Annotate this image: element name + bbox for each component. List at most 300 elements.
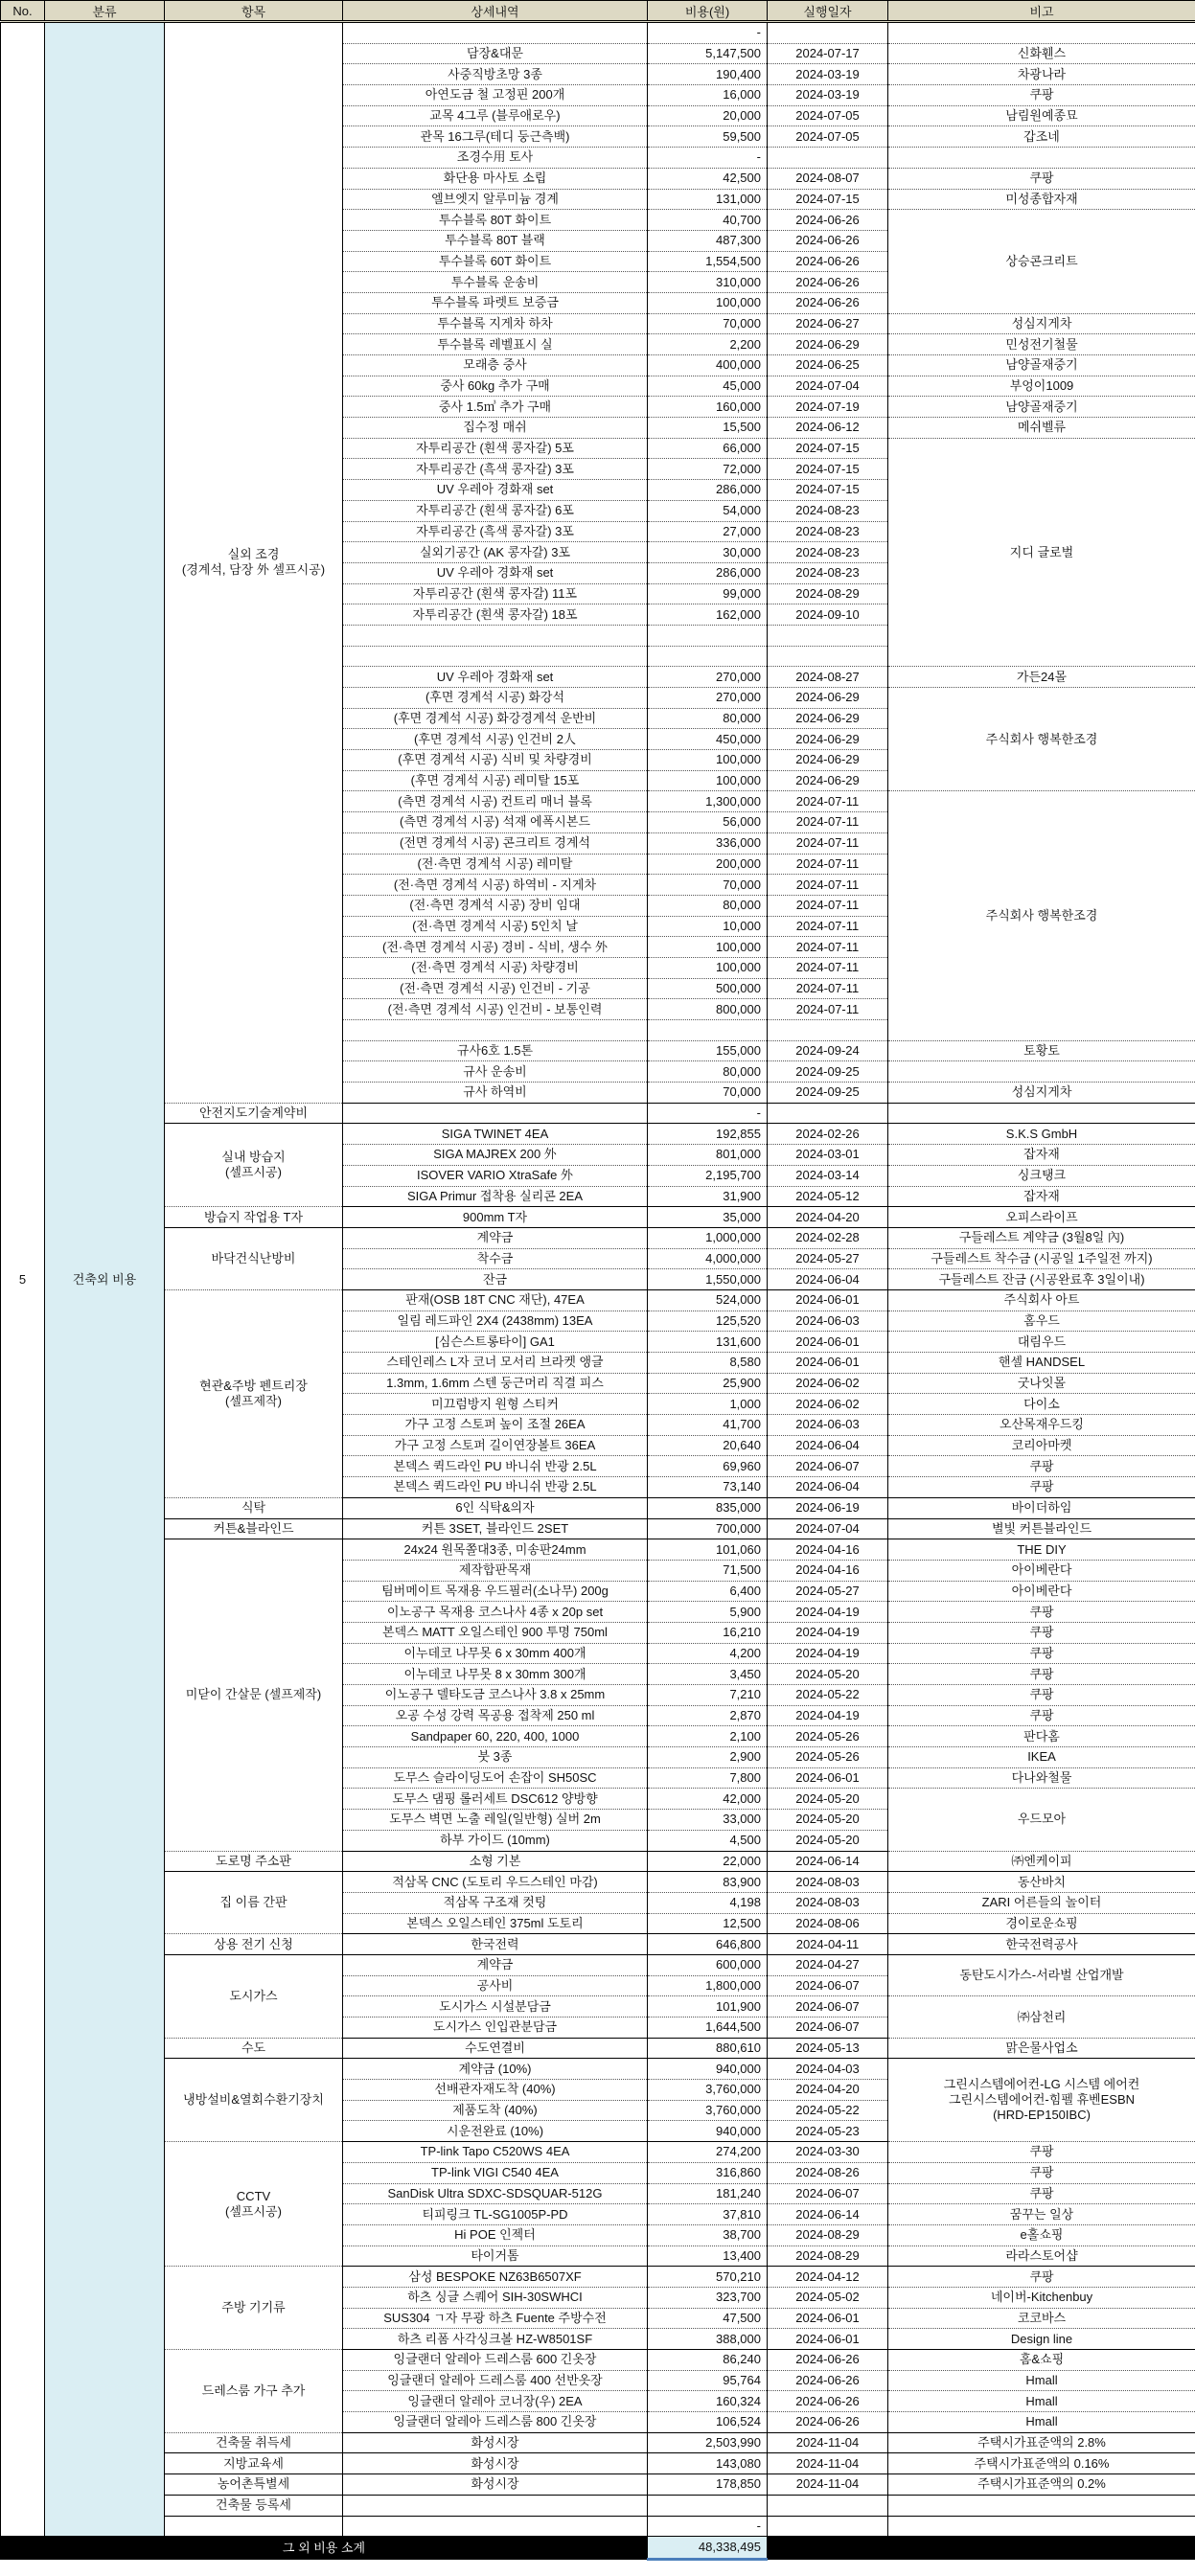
cost-cell[interactable]: 131,600: [648, 1332, 768, 1353]
note-cell[interactable]: 쿠팡: [888, 1664, 1195, 1685]
note-cell[interactable]: 오산목재우드킹: [888, 1415, 1195, 1436]
detail-cell[interactable]: 자투리공간 (흑색 콩자갈) 3포: [343, 521, 648, 542]
cost-cell[interactable]: -: [648, 22, 768, 44]
date-cell[interactable]: 2024-06-26: [768, 251, 888, 272]
detail-cell[interactable]: 1.3mm, 1.6mm 스텐 둥근머리 직결 피스: [343, 1373, 648, 1394]
cost-cell[interactable]: 178,850: [648, 2474, 768, 2496]
category-cell[interactable]: 건축외 비용: [45, 22, 165, 2537]
detail-cell[interactable]: 일림 레드파인 2X4 (2438mm) 13EA: [343, 1311, 648, 1332]
note-cell[interactable]: 민성전기철물: [888, 334, 1195, 355]
date-cell[interactable]: 2024-04-19: [768, 1602, 888, 1623]
date-cell[interactable]: 2024-05-20: [768, 1830, 888, 1851]
date-cell[interactable]: 2024-04-19: [768, 1705, 888, 1726]
cost-cell[interactable]: [648, 646, 768, 667]
cost-cell[interactable]: [648, 1020, 768, 1041]
detail-cell[interactable]: 본덱스 퀵드라인 PU 바니쉬 반광 2.5L: [343, 1456, 648, 1477]
note-cell[interactable]: 우드모아: [888, 1789, 1195, 1851]
cost-cell[interactable]: -: [648, 1103, 768, 1124]
cost-cell[interactable]: 192,855: [648, 1124, 768, 1145]
cost-cell[interactable]: 4,200: [648, 1643, 768, 1664]
note-cell[interactable]: 구들레스트 계약금 (3월8일 內): [888, 1227, 1195, 1248]
cost-cell[interactable]: 801,000: [648, 1145, 768, 1166]
date-cell[interactable]: 2024-11-04: [768, 2453, 888, 2474]
detail-cell[interactable]: 계약금: [343, 1227, 648, 1248]
date-cell[interactable]: 2024-07-11: [768, 854, 888, 875]
detail-cell[interactable]: (후면 경계석 시공) 레미탈 15포: [343, 770, 648, 791]
cost-cell[interactable]: 1,000,000: [648, 1227, 768, 1248]
note-cell[interactable]: 잡자재: [888, 1145, 1195, 1166]
detail-cell[interactable]: 티피링크 TL-SG1005P-PD: [343, 2204, 648, 2225]
cost-cell[interactable]: 66,000: [648, 438, 768, 459]
cost-cell[interactable]: 22,000: [648, 1851, 768, 1872]
cost-cell[interactable]: 835,000: [648, 1497, 768, 1518]
note-cell[interactable]: 쿠팡: [888, 1685, 1195, 1706]
date-cell[interactable]: 2024-02-26: [768, 1124, 888, 1145]
note-cell[interactable]: 쿠팡: [888, 2142, 1195, 2163]
cost-cell[interactable]: 31,900: [648, 1186, 768, 1207]
cost-cell[interactable]: 12,500: [648, 1913, 768, 1934]
detail-cell[interactable]: TP-link VIGI C540 4EA: [343, 2162, 648, 2183]
date-cell[interactable]: 2024-07-15: [768, 189, 888, 210]
date-cell[interactable]: 2024-04-16: [768, 1539, 888, 1561]
note-cell[interactable]: 성심지게차: [888, 1083, 1195, 1104]
date-cell[interactable]: 2024-07-11: [768, 957, 888, 978]
date-cell[interactable]: 2024-06-26: [768, 2391, 888, 2412]
detail-cell[interactable]: 투수블록 레벨표시 실: [343, 334, 648, 355]
detail-cell[interactable]: UV 우레아 경화재 set: [343, 562, 648, 583]
cost-cell[interactable]: 99,000: [648, 583, 768, 604]
cost-cell[interactable]: 35,000: [648, 1207, 768, 1228]
detail-cell[interactable]: 아연도금 철 고정핀 200개: [343, 85, 648, 106]
note-cell[interactable]: 동산바치: [888, 1872, 1195, 1893]
cost-cell[interactable]: 20,640: [648, 1435, 768, 1456]
note-cell[interactable]: 잡자재: [888, 1186, 1195, 1207]
detail-cell[interactable]: 시운전완료 (10%): [343, 2121, 648, 2142]
cost-cell[interactable]: 45,000: [648, 376, 768, 397]
detail-cell[interactable]: 소형 기본: [343, 1851, 648, 1872]
note-cell[interactable]: 쿠팡: [888, 168, 1195, 189]
cost-cell[interactable]: 2,100: [648, 1726, 768, 1747]
detail-cell[interactable]: 한국전력: [343, 1934, 648, 1955]
date-cell[interactable]: 2024-05-26: [768, 1726, 888, 1747]
detail-cell[interactable]: 규사 운송비: [343, 1061, 648, 1083]
date-cell[interactable]: 2024-07-15: [768, 480, 888, 501]
detail-cell[interactable]: 붓 3종: [343, 1747, 648, 1768]
detail-cell[interactable]: UV 우레아 경화재 set: [343, 667, 648, 688]
note-cell[interactable]: 쿠팡: [888, 2183, 1195, 2204]
item-cell[interactable]: 안전지도기술계약비: [165, 1103, 343, 1124]
date-cell[interactable]: 2024-07-11: [768, 875, 888, 896]
cost-cell[interactable]: 47,500: [648, 2308, 768, 2329]
note-cell[interactable]: [888, 2516, 1195, 2537]
note-cell[interactable]: 홈우드: [888, 1311, 1195, 1332]
date-cell[interactable]: 2024-06-04: [768, 1435, 888, 1456]
date-cell[interactable]: 2024-08-07: [768, 168, 888, 189]
cost-cell[interactable]: 83,900: [648, 1872, 768, 1893]
detail-cell[interactable]: 규사 하역비: [343, 1083, 648, 1104]
date-cell[interactable]: 2024-06-26: [768, 2412, 888, 2433]
date-cell[interactable]: 2024-06-26: [768, 230, 888, 251]
note-cell[interactable]: 쿠팡: [888, 1602, 1195, 1623]
note-cell[interactable]: 경이로운쇼핑: [888, 1913, 1195, 1934]
item-cell[interactable]: 실외 조경 (경계석, 담장 外 셀프시공): [165, 22, 343, 1104]
detail-cell[interactable]: 가구 고정 스토퍼 길이연장볼트 36EA: [343, 1435, 648, 1456]
note-cell[interactable]: 메쉬벨류: [888, 418, 1195, 439]
date-cell[interactable]: 2024-05-27: [768, 1248, 888, 1269]
cost-cell[interactable]: 160,000: [648, 397, 768, 418]
item-cell[interactable]: 미닫이 간살문 (셀프제작): [165, 1539, 343, 1851]
detail-cell[interactable]: 판재(OSB 18T CNC 재단), 47EA: [343, 1289, 648, 1311]
detail-cell[interactable]: 이노공구 목재용 코스나사 4종 x 20p set: [343, 1602, 648, 1623]
note-cell[interactable]: 굿나잇몰: [888, 1373, 1195, 1394]
date-cell[interactable]: [768, 646, 888, 667]
note-cell[interactable]: 남림원예종묘: [888, 105, 1195, 126]
detail-cell[interactable]: 이누데코 나무못 6 x 30mm 400개: [343, 1643, 648, 1664]
cost-cell[interactable]: 70,000: [648, 875, 768, 896]
date-cell[interactable]: [768, 625, 888, 646]
detail-cell[interactable]: 중사 60kg 추가 구매: [343, 376, 648, 397]
date-cell[interactable]: 2024-06-07: [768, 2183, 888, 2204]
date-cell[interactable]: 2024-06-27: [768, 313, 888, 334]
item-cell[interactable]: 농어촌특별세: [165, 2474, 343, 2496]
note-cell[interactable]: 차광나라: [888, 64, 1195, 85]
cost-cell[interactable]: 4,500: [648, 1830, 768, 1851]
date-cell[interactable]: 2024-06-29: [768, 708, 888, 729]
cost-cell[interactable]: 56,000: [648, 812, 768, 833]
date-cell[interactable]: 2024-11-04: [768, 2432, 888, 2453]
note-cell[interactable]: 쿠팡: [888, 2162, 1195, 2183]
detail-cell[interactable]: 잉글랜더 알레아 코너장(우) 2EA: [343, 2391, 648, 2412]
item-cell[interactable]: 냉방설비&열회수환기장치: [165, 2059, 343, 2142]
detail-cell[interactable]: 화성시장: [343, 2474, 648, 2496]
item-cell[interactable]: 도로명 주소판: [165, 1851, 343, 1872]
cost-cell[interactable]: 200,000: [648, 854, 768, 875]
date-cell[interactable]: 2024-04-19: [768, 1643, 888, 1664]
item-cell[interactable]: 드레스룸 가구 추가: [165, 2350, 343, 2433]
note-cell[interactable]: 라라스토어샵: [888, 2245, 1195, 2267]
date-cell[interactable]: 2024-08-26: [768, 2162, 888, 2183]
detail-cell[interactable]: 24x24 원목쫄대3종, 미송판24mm: [343, 1539, 648, 1561]
note-cell[interactable]: 별빛 커튼블라인드: [888, 1518, 1195, 1539]
detail-cell[interactable]: 수도연결비: [343, 2038, 648, 2059]
detail-cell[interactable]: 자투리공간 (흰색 콩자갈) 6포: [343, 500, 648, 521]
detail-cell[interactable]: ISOVER VARIO XtraSafe 外: [343, 1165, 648, 1186]
date-cell[interactable]: 2024-05-20: [768, 1810, 888, 1831]
date-cell[interactable]: 2024-11-04: [768, 2474, 888, 2496]
note-cell[interactable]: 상승콘크리트: [888, 210, 1195, 313]
detail-cell[interactable]: 잉글랜더 알레아 드레스룸 400 선반옷장: [343, 2370, 648, 2391]
detail-cell[interactable]: 도무스 댐핑 롤러세트 DSC612 양방향: [343, 1789, 648, 1810]
date-cell[interactable]: 2024-03-19: [768, 85, 888, 106]
detail-cell[interactable]: 제작합판목재: [343, 1560, 648, 1581]
cost-cell[interactable]: 42,500: [648, 168, 768, 189]
cost-cell[interactable]: 30,000: [648, 542, 768, 563]
date-cell[interactable]: [768, 22, 888, 44]
cost-cell[interactable]: 80,000: [648, 895, 768, 916]
date-cell[interactable]: 2024-04-27: [768, 1954, 888, 1975]
date-cell[interactable]: 2024-07-11: [768, 937, 888, 958]
cost-cell[interactable]: 1,800,000: [648, 1975, 768, 1996]
cost-cell[interactable]: 7,210: [648, 1685, 768, 1706]
detail-cell[interactable]: 이누데코 나무못 8 x 30mm 300개: [343, 1664, 648, 1685]
date-cell[interactable]: 2024-06-01: [768, 1353, 888, 1374]
date-cell[interactable]: 2024-07-19: [768, 397, 888, 418]
cost-cell[interactable]: 940,000: [648, 2059, 768, 2080]
cost-cell[interactable]: 323,700: [648, 2287, 768, 2308]
note-cell[interactable]: 부엉이1009: [888, 376, 1195, 397]
detail-cell[interactable]: [343, 2495, 648, 2516]
date-cell[interactable]: 2024-05-23: [768, 2121, 888, 2142]
cost-cell[interactable]: 570,210: [648, 2267, 768, 2288]
date-cell[interactable]: 2024-07-11: [768, 999, 888, 1020]
detail-cell[interactable]: (전·측면 경계석 시공) 인건비 - 기공: [343, 978, 648, 999]
item-cell[interactable]: 수도: [165, 2038, 343, 2059]
cost-cell[interactable]: 487,300: [648, 230, 768, 251]
note-cell[interactable]: 아이베란다: [888, 1581, 1195, 1602]
detail-cell[interactable]: (후면 경계석 시공) 식비 및 차량경비: [343, 750, 648, 771]
note-cell[interactable]: 쿠팡: [888, 1643, 1195, 1664]
date-cell[interactable]: 2024-06-29: [768, 750, 888, 771]
detail-cell[interactable]: 본덱스 MATT 오일스테인 900 투명 750ml: [343, 1622, 648, 1643]
date-cell[interactable]: 2024-06-26: [768, 2350, 888, 2371]
note-cell[interactable]: 미성종합자재: [888, 189, 1195, 210]
note-cell[interactable]: 주식회사 아트: [888, 1289, 1195, 1311]
cost-cell[interactable]: 155,000: [648, 1040, 768, 1061]
date-cell[interactable]: 2024-05-20: [768, 1664, 888, 1685]
date-cell[interactable]: 2024-05-02: [768, 2287, 888, 2308]
note-cell[interactable]: 꿈꾸는 일상: [888, 2204, 1195, 2225]
cost-cell[interactable]: 5,900: [648, 1602, 768, 1623]
date-cell[interactable]: 2024-09-25: [768, 1061, 888, 1083]
note-cell[interactable]: 갑조네: [888, 126, 1195, 148]
cost-cell[interactable]: 100,000: [648, 292, 768, 313]
cost-cell[interactable]: 310,000: [648, 272, 768, 293]
date-cell[interactable]: 2024-03-19: [768, 64, 888, 85]
cost-cell[interactable]: 286,000: [648, 480, 768, 501]
cost-cell[interactable]: 131,000: [648, 189, 768, 210]
detail-cell[interactable]: TP-link Tapo C520WS 4EA: [343, 2142, 648, 2163]
detail-cell[interactable]: 투수블록 파렛트 보증금: [343, 292, 648, 313]
detail-cell[interactable]: 하츠 리폼 사각싱크볼 HZ-W8501SF: [343, 2329, 648, 2350]
detail-cell[interactable]: (후면 경계석 시공) 화강석: [343, 688, 648, 709]
date-cell[interactable]: 2024-06-07: [768, 1456, 888, 1477]
date-cell[interactable]: 2024-08-23: [768, 542, 888, 563]
cost-cell[interactable]: 500,000: [648, 978, 768, 999]
date-cell[interactable]: 2024-07-11: [768, 895, 888, 916]
detail-cell[interactable]: 가구 고정 스토퍼 높이 조절 26EA: [343, 1415, 648, 1436]
date-cell[interactable]: 2024-06-01: [768, 1289, 888, 1311]
cost-cell[interactable]: 5,147,500: [648, 43, 768, 64]
cost-cell[interactable]: 1,300,000: [648, 791, 768, 812]
note-cell[interactable]: 다나와철물: [888, 1767, 1195, 1789]
detail-cell[interactable]: 집수정 매쉬: [343, 418, 648, 439]
cost-cell[interactable]: 400,000: [648, 355, 768, 376]
date-cell[interactable]: 2024-05-22: [768, 1685, 888, 1706]
date-cell[interactable]: 2024-05-26: [768, 1747, 888, 1768]
date-cell[interactable]: 2024-06-07: [768, 1996, 888, 2017]
detail-cell[interactable]: 공사비: [343, 1975, 648, 1996]
note-cell[interactable]: 쿠팡: [888, 1705, 1195, 1726]
note-cell[interactable]: [888, 148, 1195, 169]
detail-cell[interactable]: 규사6호 1.5톤: [343, 1040, 648, 1061]
date-cell[interactable]: 2024-04-20: [768, 2080, 888, 2101]
cost-cell[interactable]: 59,500: [648, 126, 768, 148]
cost-cell[interactable]: 41,700: [648, 1415, 768, 1436]
detail-cell[interactable]: (측면 경계석 시공) 컨트리 매너 블록: [343, 791, 648, 812]
note-cell[interactable]: ㈜엔케이피: [888, 1851, 1195, 1872]
date-cell[interactable]: 2024-07-04: [768, 1518, 888, 1539]
date-cell[interactable]: 2024-02-28: [768, 1227, 888, 1248]
note-cell[interactable]: [888, 2495, 1195, 2516]
detail-cell[interactable]: 커튼 3SET, 블라인드 2SET: [343, 1518, 648, 1539]
detail-cell[interactable]: (전·측면 경계석 시공) 경비 - 식비, 생수 外: [343, 937, 648, 958]
cost-cell[interactable]: 524,000: [648, 1289, 768, 1311]
detail-cell[interactable]: 모래층 중사: [343, 355, 648, 376]
date-cell[interactable]: 2024-04-12: [768, 2267, 888, 2288]
detail-cell[interactable]: 잉글랜더 알레아 드레스룸 800 긴옷장: [343, 2412, 648, 2433]
date-cell[interactable]: 2024-08-03: [768, 1872, 888, 1893]
note-cell[interactable]: [888, 1061, 1195, 1083]
note-cell[interactable]: 가든24몰: [888, 667, 1195, 688]
note-cell[interactable]: 주식회사 행복한조경: [888, 791, 1195, 1040]
detail-cell[interactable]: 조경수用 토사: [343, 148, 648, 169]
note-cell[interactable]: 맑은물사업소: [888, 2038, 1195, 2059]
cost-cell[interactable]: 100,000: [648, 937, 768, 958]
date-cell[interactable]: 2024-09-24: [768, 1040, 888, 1061]
cost-cell[interactable]: 10,000: [648, 916, 768, 937]
detail-cell[interactable]: 제품도착 (40%): [343, 2100, 648, 2121]
detail-cell[interactable]: 화성시장: [343, 2453, 648, 2474]
cost-cell[interactable]: 450,000: [648, 729, 768, 750]
date-cell[interactable]: 2024-07-15: [768, 438, 888, 459]
date-cell[interactable]: 2024-03-14: [768, 1165, 888, 1186]
date-cell[interactable]: 2024-06-07: [768, 1975, 888, 1996]
date-cell[interactable]: 2024-07-17: [768, 43, 888, 64]
note-cell[interactable]: 남양골재중기: [888, 355, 1195, 376]
detail-cell[interactable]: 오공 수성 강력 목공용 접착제 250 ml: [343, 1705, 648, 1726]
cost-cell[interactable]: 4,000,000: [648, 1248, 768, 1269]
note-cell[interactable]: 쿠팡: [888, 1622, 1195, 1643]
note-cell[interactable]: 주택시가표준액의 0.2%: [888, 2474, 1195, 2496]
note-cell[interactable]: 지디 글로벌: [888, 438, 1195, 667]
detail-cell[interactable]: [343, 1020, 648, 1041]
date-cell[interactable]: 2024-06-29: [768, 334, 888, 355]
date-cell[interactable]: 2024-04-03: [768, 2059, 888, 2080]
date-cell[interactable]: 2024-06-03: [768, 1415, 888, 1436]
note-cell[interactable]: Hmall: [888, 2391, 1195, 2412]
note-cell[interactable]: 신화휀스: [888, 43, 1195, 64]
date-cell[interactable]: 2024-07-11: [768, 812, 888, 833]
detail-cell[interactable]: 도시가스 인입관분담금: [343, 2017, 648, 2039]
date-cell[interactable]: 2024-04-19: [768, 1622, 888, 1643]
cost-cell[interactable]: 40,700: [648, 210, 768, 231]
cost-cell[interactable]: 100,000: [648, 770, 768, 791]
detail-cell[interactable]: 계약금 (10%): [343, 2059, 648, 2080]
cost-cell[interactable]: 190,400: [648, 64, 768, 85]
detail-cell[interactable]: (전·측면 경계석 시공) 레미탈: [343, 854, 648, 875]
cost-cell[interactable]: 101,900: [648, 1996, 768, 2017]
note-cell[interactable]: ㈜삼천리: [888, 1996, 1195, 2038]
detail-cell[interactable]: 본덱스 퀵드라인 PU 바니쉬 반광 2.5L: [343, 1477, 648, 1498]
cost-cell[interactable]: 600,000: [648, 1954, 768, 1975]
detail-cell[interactable]: (후면 경계석 시공) 화강경계석 운반비: [343, 708, 648, 729]
detail-cell[interactable]: 자투리공간 (흑색 콩자갈) 3포: [343, 459, 648, 480]
detail-cell[interactable]: 계약금: [343, 1954, 648, 1975]
date-cell[interactable]: 2024-08-23: [768, 500, 888, 521]
date-cell[interactable]: 2024-07-15: [768, 459, 888, 480]
date-cell[interactable]: 2024-07-05: [768, 126, 888, 148]
date-cell[interactable]: 2024-03-30: [768, 2142, 888, 2163]
detail-cell[interactable]: (전·측면 경계석 시공) 하역비 - 지게차: [343, 875, 648, 896]
detail-cell[interactable]: 900mm T자: [343, 1207, 648, 1228]
detail-cell[interactable]: 적삼목 구조재 컷팅: [343, 1892, 648, 1913]
item-cell[interactable]: 건축물 취득세: [165, 2432, 343, 2453]
date-cell[interactable]: 2024-08-29: [768, 2224, 888, 2245]
detail-cell[interactable]: 투수블록 80T 화이트: [343, 210, 648, 231]
cost-cell[interactable]: 162,000: [648, 604, 768, 626]
cost-cell[interactable]: 20,000: [648, 105, 768, 126]
detail-cell[interactable]: (측면 경계석 시공) 석재 에폭시본드: [343, 812, 648, 833]
note-cell[interactable]: 토황토: [888, 1040, 1195, 1061]
cost-cell[interactable]: 880,610: [648, 2038, 768, 2059]
detail-cell[interactable]: (전면 경계석 시공) 콘크리트 경계석: [343, 832, 648, 854]
item-cell[interactable]: 실내 방습지 (셀프시공): [165, 1124, 343, 1207]
date-cell[interactable]: 2024-06-02: [768, 1373, 888, 1394]
detail-cell[interactable]: (후면 경계석 시공) 인건비 2人: [343, 729, 648, 750]
date-cell[interactable]: [768, 148, 888, 169]
cost-cell[interactable]: 316,860: [648, 2162, 768, 2183]
note-cell[interactable]: [888, 22, 1195, 44]
cost-cell[interactable]: 106,524: [648, 2412, 768, 2433]
item-cell[interactable]: 주방 기기류: [165, 2267, 343, 2350]
cost-cell[interactable]: 336,000: [648, 832, 768, 854]
item-cell[interactable]: 현관&주방 펜트리장 (셀프제작): [165, 1289, 343, 1497]
note-cell[interactable]: 쿠팡: [888, 1477, 1195, 1498]
cost-cell[interactable]: 37,810: [648, 2204, 768, 2225]
note-cell[interactable]: Hmall: [888, 2412, 1195, 2433]
cost-cell[interactable]: 7,800: [648, 1767, 768, 1789]
note-cell[interactable]: S.K.S GmbH: [888, 1124, 1195, 1145]
cost-cell[interactable]: 15,500: [648, 418, 768, 439]
cost-cell[interactable]: 70,000: [648, 313, 768, 334]
date-cell[interactable]: 2024-05-22: [768, 2100, 888, 2121]
cost-cell[interactable]: 1,550,000: [648, 1269, 768, 1290]
detail-cell[interactable]: SIGA Primur 접착용 실리콘 2EA: [343, 1186, 648, 1207]
detail-cell[interactable]: 타이거톰: [343, 2245, 648, 2267]
detail-cell[interactable]: 하츠 싱글 스퀘어 SIH-30SWHCI: [343, 2287, 648, 2308]
detail-cell[interactable]: 투수블록 60T 화이트: [343, 251, 648, 272]
note-cell[interactable]: 바이더하임: [888, 1497, 1195, 1518]
detail-cell[interactable]: 스테인레스 L자 코너 모서리 브라켓 앵글: [343, 1353, 648, 1374]
date-cell[interactable]: 2024-08-23: [768, 562, 888, 583]
date-cell[interactable]: 2024-07-05: [768, 105, 888, 126]
date-cell[interactable]: 2024-04-20: [768, 1207, 888, 1228]
note-cell[interactable]: 네이버-Kitchenbuy: [888, 2287, 1195, 2308]
date-cell[interactable]: 2024-06-14: [768, 1851, 888, 1872]
cost-cell[interactable]: 143,080: [648, 2453, 768, 2474]
date-cell[interactable]: 2024-06-12: [768, 418, 888, 439]
note-cell[interactable]: ZARI 어른들의 놀이터: [888, 1892, 1195, 1913]
date-cell[interactable]: 2024-06-01: [768, 2308, 888, 2329]
note-cell[interactable]: 코코바스: [888, 2308, 1195, 2329]
note-cell[interactable]: 대림우드: [888, 1332, 1195, 1353]
detail-cell[interactable]: 화단용 마사토 소립: [343, 168, 648, 189]
item-cell[interactable]: 건축물 등록세: [165, 2495, 343, 2516]
note-cell[interactable]: 주택시가표준액의 0.16%: [888, 2453, 1195, 2474]
detail-cell[interactable]: 팀버메이트 목재용 우드필러(소나무) 200g: [343, 1581, 648, 1602]
cost-cell[interactable]: 3,760,000: [648, 2080, 768, 2101]
cost-cell[interactable]: 80,000: [648, 708, 768, 729]
